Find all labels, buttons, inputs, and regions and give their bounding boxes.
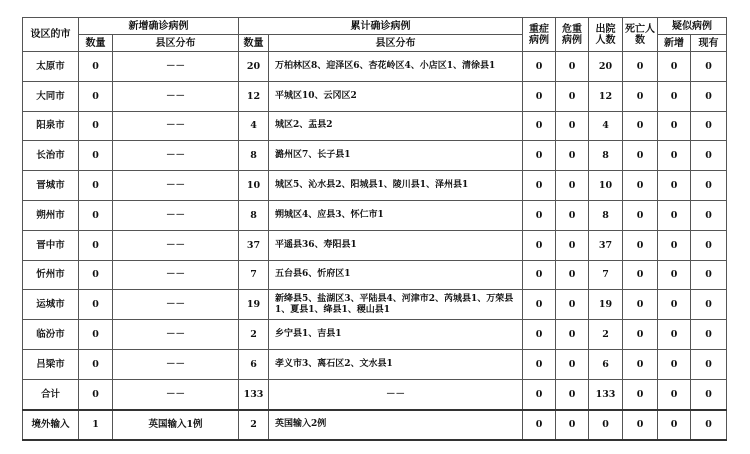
header-new-count: 数量 bbox=[79, 35, 113, 52]
cell-cum: 2 bbox=[239, 410, 269, 441]
cell-sus-new: 0 bbox=[658, 111, 691, 141]
header-severe: 重症病例 bbox=[523, 18, 556, 52]
cell-deaths: 0 bbox=[623, 349, 658, 379]
cell-new-dist: －－ bbox=[113, 81, 239, 111]
cell-sus-new: 0 bbox=[658, 230, 691, 260]
table-row bbox=[23, 171, 727, 201]
cell-city: 运城市 bbox=[23, 290, 79, 320]
cell-critical: 0 bbox=[556, 200, 589, 230]
table-row bbox=[23, 349, 727, 379]
table-row bbox=[23, 81, 727, 111]
cell-critical: 0 bbox=[556, 171, 589, 201]
cell-severe: 0 bbox=[523, 349, 556, 379]
cell-cum-dist: 万柏林区8、迎泽区6、杏花岭区4、小店区1、清徐县1 bbox=[269, 52, 523, 82]
cell-cum: 37 bbox=[239, 230, 269, 260]
cell-city: 境外输入 bbox=[23, 410, 79, 441]
cell-new-dist: －－ bbox=[113, 52, 239, 82]
cell-cum: 12 bbox=[239, 81, 269, 111]
cell-city: 长治市 bbox=[23, 141, 79, 171]
cell-new: 0 bbox=[79, 290, 113, 320]
cell-city: 临汾市 bbox=[23, 320, 79, 350]
cell-new: 1 bbox=[79, 410, 113, 441]
cell-cum: 7 bbox=[239, 260, 269, 290]
cell-discharged: 0 bbox=[589, 410, 623, 441]
header-new-confirmed: 新增确诊病例 bbox=[79, 18, 239, 35]
cell-deaths: 0 bbox=[623, 320, 658, 350]
cell-critical: 0 bbox=[556, 349, 589, 379]
cell-deaths: 0 bbox=[623, 81, 658, 111]
cell-cum-dist: 朔城区4、应县3、怀仁市1 bbox=[269, 200, 523, 230]
cell-sus-new: 0 bbox=[658, 349, 691, 379]
cell-new: 0 bbox=[79, 379, 113, 409]
header-suspected-current: 现有 bbox=[691, 35, 727, 52]
cell-city: 吕梁市 bbox=[23, 349, 79, 379]
cell-city: 阳泉市 bbox=[23, 111, 79, 141]
cell-sus-cur: 0 bbox=[691, 171, 727, 201]
cell-sus-new: 0 bbox=[658, 171, 691, 201]
cell-severe: 0 bbox=[523, 320, 556, 350]
cell-new: 0 bbox=[79, 81, 113, 111]
cell-deaths: 0 bbox=[623, 111, 658, 141]
cell-cum-dist: 城区5、沁水县2、阳城县1、陵川县1、泽州县1 bbox=[269, 171, 523, 201]
cell-cum-dist: 英国输入2例 bbox=[269, 410, 523, 441]
cell-severe: 0 bbox=[523, 230, 556, 260]
cell-discharged: 10 bbox=[589, 171, 623, 201]
cell-severe: 0 bbox=[523, 81, 556, 111]
cell-new: 0 bbox=[79, 111, 113, 141]
cell-new-dist: －－ bbox=[113, 320, 239, 350]
cell-discharged: 19 bbox=[589, 290, 623, 320]
cell-new: 0 bbox=[79, 141, 113, 171]
cell-discharged: 12 bbox=[589, 81, 623, 111]
cell-new: 0 bbox=[79, 171, 113, 201]
cell-sus-new: 0 bbox=[658, 290, 691, 320]
cell-new-dist: －－ bbox=[113, 230, 239, 260]
cell-deaths: 0 bbox=[623, 260, 658, 290]
cell-new-dist: －－ bbox=[113, 260, 239, 290]
cell-sus-new: 0 bbox=[658, 320, 691, 350]
cell-cum-dist: 平城区10、云冈区2 bbox=[269, 81, 523, 111]
cell-sus-cur: 0 bbox=[691, 320, 727, 350]
cell-severe: 0 bbox=[523, 410, 556, 441]
cell-sus-cur: 0 bbox=[691, 200, 727, 230]
cell-critical: 0 bbox=[556, 52, 589, 82]
cell-sus-new: 0 bbox=[658, 141, 691, 171]
table-row bbox=[23, 141, 727, 171]
cell-sus-new: 0 bbox=[658, 81, 691, 111]
cell-discharged: 2 bbox=[589, 320, 623, 350]
cell-sus-new: 0 bbox=[658, 260, 691, 290]
cell-city: 忻州市 bbox=[23, 260, 79, 290]
cell-cum: 6 bbox=[239, 349, 269, 379]
cell-cum: 20 bbox=[239, 52, 269, 82]
cell-sus-new: 0 bbox=[658, 52, 691, 82]
cell-city: 朔州市 bbox=[23, 200, 79, 230]
cell-city: 晋中市 bbox=[23, 230, 79, 260]
header-cum-distribution: 县区分布 bbox=[269, 35, 523, 52]
cell-severe: 0 bbox=[523, 141, 556, 171]
cell-cum-dist: 五台县6、忻府区1 bbox=[269, 260, 523, 290]
header-suspected-new: 新增 bbox=[658, 35, 691, 52]
cell-sus-cur: 0 bbox=[691, 379, 727, 409]
cell-critical: 0 bbox=[556, 111, 589, 141]
table-row bbox=[23, 379, 727, 409]
cell-severe: 0 bbox=[523, 171, 556, 201]
cell-critical: 0 bbox=[556, 290, 589, 320]
cell-sus-cur: 0 bbox=[691, 349, 727, 379]
cell-sus-cur: 0 bbox=[691, 290, 727, 320]
cell-cum-dist: 城区2、盂县2 bbox=[269, 111, 523, 141]
cell-cum: 8 bbox=[239, 141, 269, 171]
cell-new: 0 bbox=[79, 200, 113, 230]
cell-sus-cur: 0 bbox=[691, 260, 727, 290]
cell-new-dist: 英国输入1例 bbox=[113, 410, 239, 441]
table-row bbox=[23, 52, 727, 82]
cell-severe: 0 bbox=[523, 379, 556, 409]
cell-sus-new: 0 bbox=[658, 200, 691, 230]
header-suspected: 疑似病例 bbox=[658, 18, 727, 35]
cell-discharged: 6 bbox=[589, 349, 623, 379]
table-row bbox=[23, 111, 727, 141]
cell-new-dist: －－ bbox=[113, 141, 239, 171]
cell-cum: 19 bbox=[239, 290, 269, 320]
table-row bbox=[23, 200, 727, 230]
cell-cum: 8 bbox=[239, 200, 269, 230]
cell-cum: 2 bbox=[239, 320, 269, 350]
cell-critical: 0 bbox=[556, 230, 589, 260]
cell-discharged: 37 bbox=[589, 230, 623, 260]
cell-city: 大同市 bbox=[23, 81, 79, 111]
header-discharged: 出院人数 bbox=[589, 18, 623, 52]
table-row bbox=[23, 320, 727, 350]
header-new-distribution: 县区分布 bbox=[113, 35, 239, 52]
cell-new-dist: －－ bbox=[113, 171, 239, 201]
cell-deaths: 0 bbox=[623, 141, 658, 171]
cell-discharged: 7 bbox=[589, 260, 623, 290]
cell-sus-cur: 0 bbox=[691, 111, 727, 141]
cell-critical: 0 bbox=[556, 141, 589, 171]
cell-deaths: 0 bbox=[623, 171, 658, 201]
header-cum-count: 数量 bbox=[239, 35, 269, 52]
cell-critical: 0 bbox=[556, 410, 589, 441]
cell-new: 0 bbox=[79, 230, 113, 260]
cell-severe: 0 bbox=[523, 260, 556, 290]
cell-severe: 0 bbox=[523, 52, 556, 82]
cell-discharged: 20 bbox=[589, 52, 623, 82]
cell-deaths: 0 bbox=[623, 200, 658, 230]
cell-deaths: 0 bbox=[623, 52, 658, 82]
cell-cum-dist: 平遥县36、寿阳县1 bbox=[269, 230, 523, 260]
header-city: 设区的市 bbox=[23, 18, 79, 52]
cell-new-dist: －－ bbox=[113, 349, 239, 379]
table-row bbox=[23, 290, 727, 320]
cell-sus-cur: 0 bbox=[691, 141, 727, 171]
cell-new-dist: －－ bbox=[113, 379, 239, 409]
cell-city: 太原市 bbox=[23, 52, 79, 82]
cell-deaths: 0 bbox=[623, 410, 658, 441]
cell-discharged: 8 bbox=[589, 200, 623, 230]
cell-cum-dist: 孝义市3、离石区2、文水县1 bbox=[269, 349, 523, 379]
cell-new-dist: －－ bbox=[113, 290, 239, 320]
cell-new: 0 bbox=[79, 260, 113, 290]
cell-cum-dist: －－ bbox=[269, 379, 523, 409]
cell-deaths: 0 bbox=[623, 290, 658, 320]
cell-sus-cur: 0 bbox=[691, 410, 727, 441]
table-row bbox=[23, 410, 727, 441]
cell-sus-cur: 0 bbox=[691, 230, 727, 260]
cell-new: 0 bbox=[79, 52, 113, 82]
cell-severe: 0 bbox=[523, 200, 556, 230]
cell-new-dist: －－ bbox=[113, 200, 239, 230]
cell-city: 晋城市 bbox=[23, 171, 79, 201]
cell-new-dist: －－ bbox=[113, 111, 239, 141]
cell-new: 0 bbox=[79, 349, 113, 379]
cell-sus-new: 0 bbox=[658, 379, 691, 409]
case-table bbox=[22, 17, 727, 441]
cell-cum-dist: 潞州区7、长子县1 bbox=[269, 141, 523, 171]
cell-cum-dist: 新绛县5、盐湖区3、平陆县4、河津市2、芮城县1、万荣县1、夏县1、绛县1、稷山县1 bbox=[269, 290, 523, 320]
cell-severe: 0 bbox=[523, 290, 556, 320]
cell-critical: 0 bbox=[556, 81, 589, 111]
cell-sus-new: 0 bbox=[658, 410, 691, 441]
header-deaths: 死亡人数 bbox=[623, 18, 658, 52]
cell-deaths: 0 bbox=[623, 379, 658, 409]
cell-discharged: 8 bbox=[589, 141, 623, 171]
cell-severe: 0 bbox=[523, 111, 556, 141]
cell-sus-cur: 0 bbox=[691, 81, 727, 111]
cell-discharged: 133 bbox=[589, 379, 623, 409]
cell-city: 合计 bbox=[23, 379, 79, 409]
header-cumulative: 累计确诊病例 bbox=[239, 18, 523, 35]
cell-discharged: 4 bbox=[589, 111, 623, 141]
cell-critical: 0 bbox=[556, 260, 589, 290]
table-row bbox=[23, 260, 727, 290]
cell-critical: 0 bbox=[556, 320, 589, 350]
cell-cum: 4 bbox=[239, 111, 269, 141]
cell-cum-dist: 乡宁县1、吉县1 bbox=[269, 320, 523, 350]
cell-critical: 0 bbox=[556, 379, 589, 409]
cell-cum: 10 bbox=[239, 171, 269, 201]
cell-sus-cur: 0 bbox=[691, 52, 727, 82]
cell-cum: 133 bbox=[239, 379, 269, 409]
table-row bbox=[23, 230, 727, 260]
header-critical: 危重病例 bbox=[556, 18, 589, 52]
cell-new: 0 bbox=[79, 320, 113, 350]
cell-deaths: 0 bbox=[623, 230, 658, 260]
